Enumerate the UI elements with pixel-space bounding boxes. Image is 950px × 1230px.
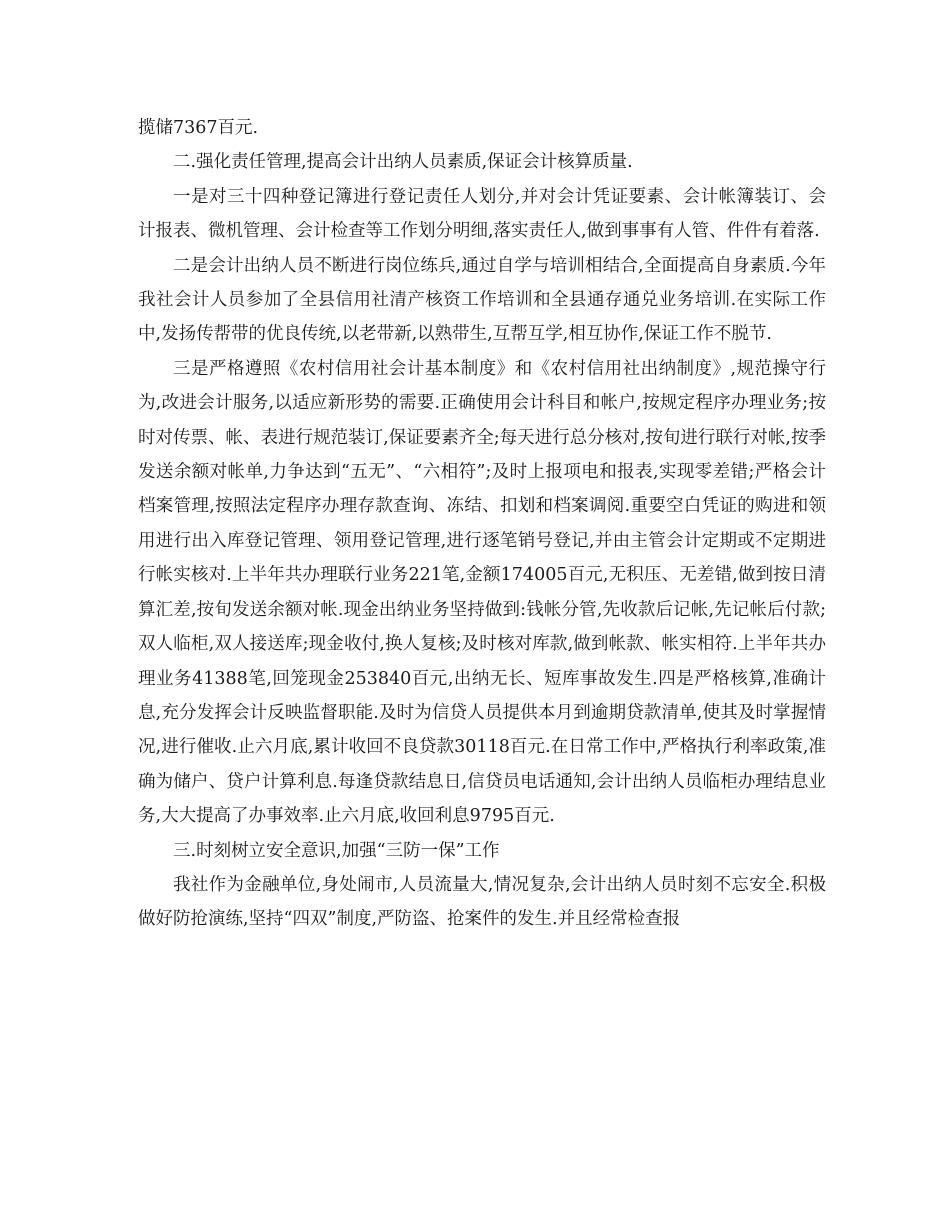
paragraph-1: 揽储7367百元.: [138, 118, 259, 138]
paragraph-5: 三是严格遵照《农村信用社会计基本制度》和《农村信用社出纳制度》,规范操守行为,改进会计服务,以适应新形势的需要.正确使用会计科目和帐户,按规定程序办理业务;按时对传票、帐、表进行规范装订,保证要素齐全;每天进行总分核对,按旬进行联行对帐,按季发送余额对帐单,力争达到“五无”、“六相符”;及时上报项电和报表,实现零差错;严格会计档案管理,按照法定程序办理存款查询、冻结、扣划和档案调阅.重要空白凭证的购进和领用进行出入库登记管理、领用登记管理,进行逐笔销号登记,并由主管会计定期或不定期进行帐实核对.上半年共办理联行业务221笔,金额174005百元,无积压、无差错,做到按日清算汇差,按旬发送余额对帐.现金出纳业务坚持做到:钱帐分管,先收款后记帐,先记帐后付款;双人临柜,双人接送库;现金收付,换人复核;及时核对库款,做到帐款、帐实相符.上半年共办理业务41388笔,回笼现金253840百元,出纳无长、短库事故发生.四是严格核算,准确计息,充分发挥会计反映监督职能.及时为信贷人员提供本月到逾期贷款清单,使其及时掌握情况,进行催收.止六月底,累计收回不良贷款30118百元.在日常工作中,严格执行利率政策,准确为储户、贷户计算利息.每逢贷款结息日,信贷员电话通知,会计出纳人员临柜办理结息业务,大大提高了办事效率.止六月底,收回利息9795百元.: [138, 358, 826, 827]
paragraph-2: 二.强化责任管理,提高会计出纳人员素质,保证会计核算质量.: [173, 152, 633, 173]
paragraph-6: 三.时刻树立安全意识,加强“三防一保”工作: [173, 840, 500, 861]
document-page: [138, 111, 826, 937]
paragraph-4: 二是会计出纳人员不断进行岗位练兵,通过自学与培训相结合,全面提高自身素质.今年我社会计人员参加了全县信用社清产核资工作培训和全县通存通兑业务培训.在实际工作中,发扬传帮带的优良传统,以老带新,以熟带生,互帮互学,相互协作,保证工作不脱节.: [138, 255, 826, 345]
paragraph-3: 一是对三十四种登记簿进行登记责任人划分,并对会计凭证要素、会计帐簿装订、会计报表、微机管理、会计检查等工作划分明细,落实责任人,做到事事有人管、件件有着落.: [138, 186, 826, 242]
paragraph-7: 我社作为金融单位,身处闹市,人员流量大,情况复杂,会计出纳人员时刻不忘安全.积极做好防抢演练,坚持“四双”制度,严防盗、抢案件的发生.并且经常检查报: [138, 874, 826, 930]
